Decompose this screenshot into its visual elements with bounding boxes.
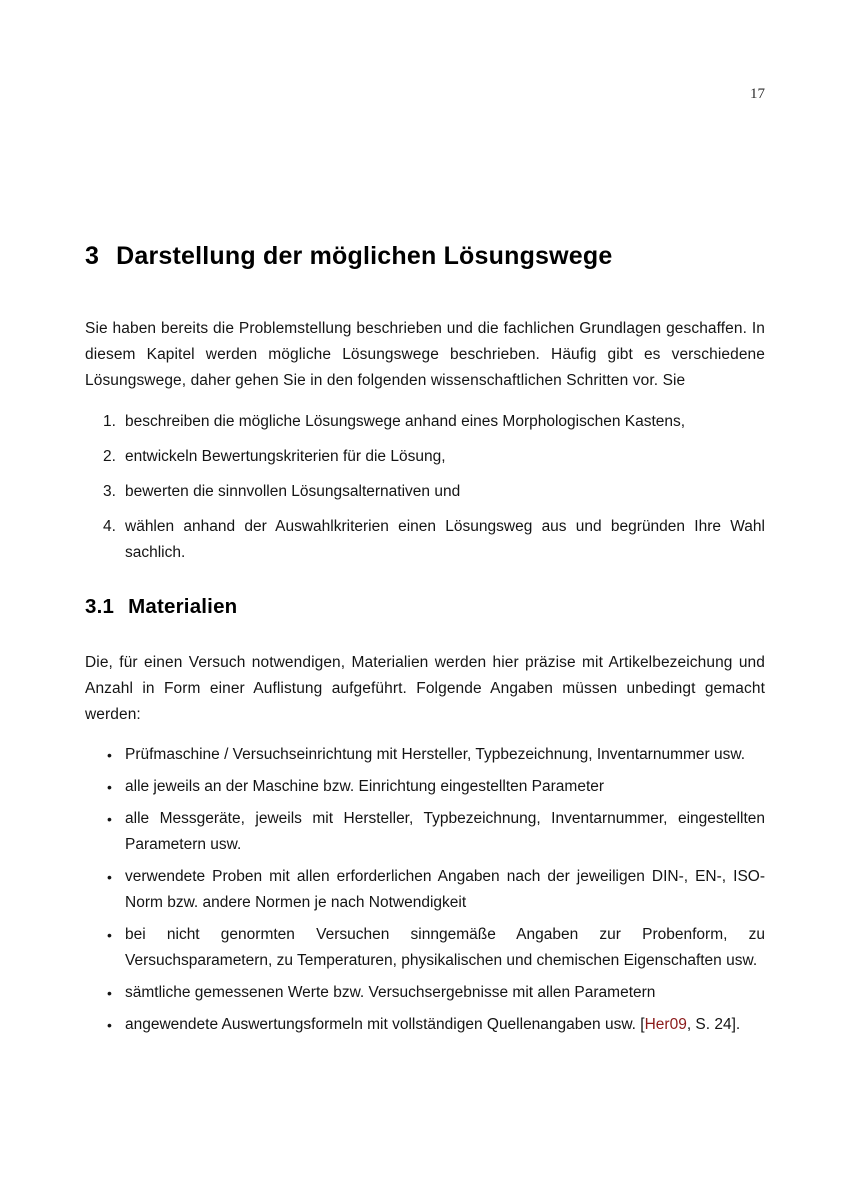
- list-item: [85, 864, 765, 916]
- list-item-text: bei nicht genormten Versuchen sinngemäße Angaben zur Probenform, zu Versuchsparametern, zu Temperaturen, physikalischen und chemischen Eigenschaften usw.: [125, 926, 765, 969]
- list-item: [85, 806, 765, 858]
- list-item-number: 3.: [103, 483, 116, 500]
- chapter-number: 3: [85, 242, 100, 270]
- list-item: [85, 479, 765, 505]
- bullet-icon: •: [107, 779, 112, 795]
- bullet-icon: •: [107, 869, 112, 885]
- chapter-heading: [85, 240, 765, 272]
- section-intro-paragraph: Die, für einen Versuch notwendigen, Materialien werden hier präzise mit Artikelbezeichung und Anzahl in Form einer Auflistung aufgeführt. Folgende Angaben müssen unbedingt gemacht werden:: [85, 654, 765, 723]
- citation-text-before: angewendete Auswertungsformeln mit vollständigen Quellenangaben usw. [: [125, 1016, 645, 1033]
- list-item-text: wählen anhand der Auswahlkriterien einen Lösungsweg aus und begründen Ihre Wahl sachlich.: [125, 518, 765, 561]
- list-item: [85, 742, 765, 768]
- section-title: Materialien: [128, 595, 238, 618]
- list-item-text: entwickeln Bewertungskriterien für die Lösung,: [125, 448, 446, 465]
- list-item-number: 4.: [103, 518, 116, 535]
- list-item: [85, 409, 765, 435]
- list-item: [85, 774, 765, 800]
- section-heading: [85, 594, 765, 620]
- list-item-number: 1.: [103, 413, 116, 430]
- list-item-text: alle Messgeräte, jeweils mit Hersteller, Typbezeichnung, Inventarnummer, eingestellten Parametern usw.: [125, 810, 765, 853]
- section-number: 3.1: [85, 595, 115, 618]
- page-content: [85, 0, 765, 1044]
- list-item-text: Prüfmaschine / Versuchseinrichtung mit Hersteller, Typbezeichnung, Inventarnummer usw.: [125, 746, 746, 763]
- list-item: [85, 980, 765, 1006]
- bullet-icon: •: [107, 985, 112, 1001]
- list-item-text: alle jeweils an der Maschine bzw. Einrichtung eingestellten Parameter: [125, 778, 605, 795]
- bullet-icon: •: [107, 1017, 112, 1033]
- bullet-icon: •: [107, 811, 112, 827]
- list-item-number: 2.: [103, 448, 116, 465]
- chapter-intro-paragraph: Sie haben bereits die Problemstellung beschrieben und die fachlichen Grundlagen geschaffen. In diesem Kapitel werden mögliche Lösungswege beschrieben. Häufig gibt es verschiedene Lösungswege, daher gehen Sie in den folgenden wissenschaftlichen Schritten vor. Sie: [85, 320, 765, 389]
- list-item-text: verwendete Proben mit allen erforderlichen Angaben nach der jeweiligen DIN-, EN-, ISO-Norm bzw. andere Normen je nach Notwendigkeit: [125, 868, 765, 911]
- citation-link[interactable]: Her09: [644, 1016, 687, 1033]
- list-item-text: [125, 1012, 765, 1038]
- steps-list: [85, 409, 765, 566]
- list-item: [85, 444, 765, 470]
- citation-text-after: , S. 24].: [686, 1016, 741, 1033]
- bullet-icon: •: [107, 747, 112, 763]
- list-item-text: beschreiben die mögliche Lösungswege anhand eines Morphologischen Kastens,: [125, 413, 686, 430]
- list-item: [85, 1012, 765, 1038]
- list-item-text: bewerten die sinnvollen Lösungsalternativen und: [125, 483, 461, 500]
- list-item-text: sämtliche gemessenen Werte bzw. Versuchsergebnisse mit allen Parametern: [125, 984, 656, 1001]
- materials-bullet-list: [85, 742, 765, 1038]
- page-number: 17: [750, 86, 765, 102]
- chapter-title: Darstellung der möglichen Lösungswege: [116, 242, 613, 270]
- list-item: [85, 922, 765, 974]
- bullet-icon: •: [107, 927, 112, 943]
- list-item: [85, 514, 765, 566]
